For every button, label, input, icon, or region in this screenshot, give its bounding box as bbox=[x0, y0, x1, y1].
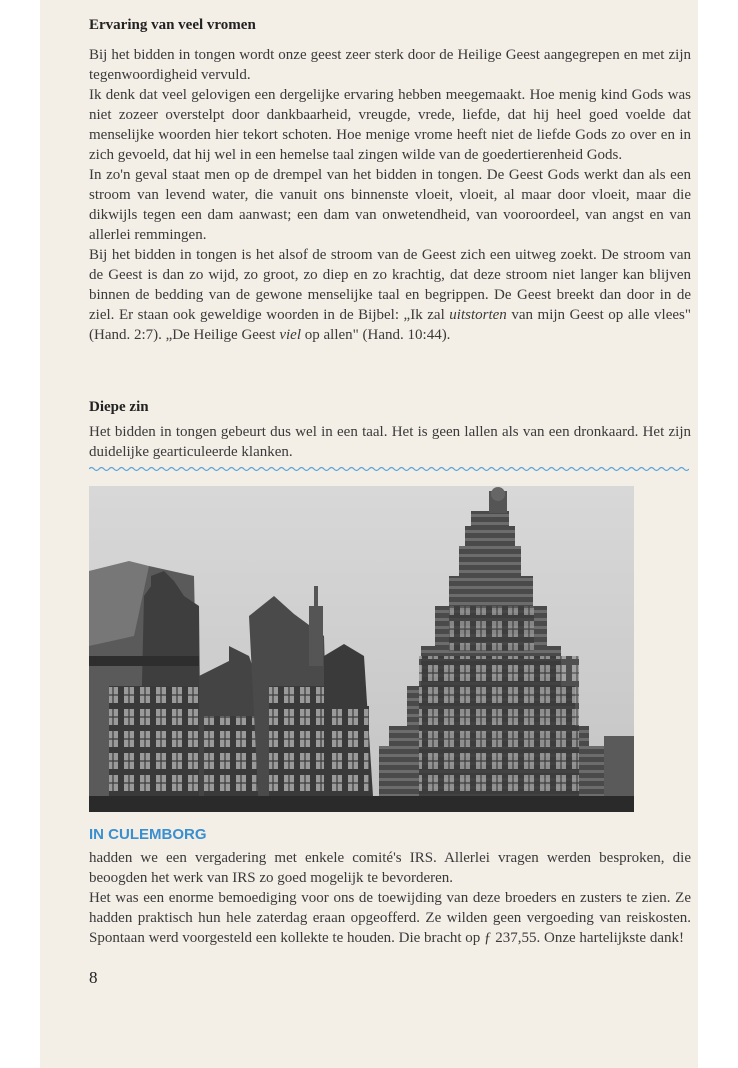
section-diepe-zin-body bbox=[89, 422, 691, 462]
paragraph: In zo'n geval staat men op de drempel van het bidden in tongen. De Geest Gods werkt dan als een stroom van levend water, die vanuit ons binnenste vloeit, vloeit, al maar door vloeit, maar die dikwijls tegen een dam aanwast; een dam van onwetendheid, van vooroordeel, van angst en van allerlei remmingen. bbox=[89, 167, 691, 243]
wavy-divider bbox=[89, 466, 689, 472]
section-ervaring-body bbox=[89, 45, 691, 345]
paragraph: Het was een enorme bemoediging voor ons de toewijding van deze broeders en zusters te zien. Ze hadden praktisch hun hele zaterdag eraan opgeofferd. Ze wilden geen vergoeding van reiskosten. Spontaan werd voorgesteld een kollekte te houden. Die bracht op ƒ 237,55. Onze hartelijkste dank! bbox=[89, 890, 691, 946]
photo-caption-heading: IN CULEMBORG bbox=[89, 826, 207, 843]
paragraph: Het bidden in tongen gebeurt dus wel in een taal. Het is geen lallen als van een dronkaard. Het zijn duidelijke gearticuleerde klanken. bbox=[89, 424, 691, 460]
page-content bbox=[89, 0, 691, 1068]
section-heading-diepe-zin: Diepe zin bbox=[89, 399, 149, 415]
emphasis-text: viel bbox=[279, 327, 302, 343]
paragraph: hadden we een vergadering met enkele comité's IRS. Allerlei vragen werden besproken, die beoogden het werk van IRS zo goed mogelijk te bevorderen. bbox=[89, 850, 691, 886]
paragraph-text: van mijn Geest op alle vlees" (Hand. 2:7). „De Heilige Geest bbox=[89, 307, 691, 343]
section-culemborg-body bbox=[89, 848, 691, 948]
paragraph-text: Bij het bidden in tongen is het alsof de stroom van de Geest zich een uitweg zoekt. De stroom van de Geest is dan zo wijd, zo groot, zo diep en zo krachtig, dat deze stroom niet langer kan blijven binnen de bedding van de gewone menselijke taal en begrippen. De Geest breekt dan door in de ziel. Er staan ook geweldige woorden in de Bijbel: „Ik zal bbox=[89, 247, 691, 323]
page-number: 8 bbox=[89, 968, 98, 987]
culemborg-townhall-photo-icon bbox=[89, 486, 634, 812]
paragraph bbox=[89, 245, 691, 345]
paragraph: Bij het bidden in tongen wordt onze geest zeer sterk door de Heilige Geest aangegrepen en met zijn tegenwoordigheid vervuld. bbox=[89, 47, 691, 83]
emphasis-text: uitstorten bbox=[449, 307, 507, 323]
building-photo bbox=[89, 486, 634, 812]
section-heading-ervaring: Ervaring van veel vromen bbox=[89, 17, 256, 33]
paragraph: Ik denk dat veel gelovigen een dergelijke ervaring hebben meegemaakt. Hoe menig kind Gods was niet zozeer overstelpt door dankbaarheid, vreugde, vrede, liefde, dat hij heel goed voelde dat menselijke woorden hier tekort schoten. Hoe menige vrome heeft niet de liefde Gods zo over en in zich gevoeld, dat hij wel in een hemelse taal zingen wilde van de goedertierenheid Gods. bbox=[89, 87, 691, 163]
paragraph-text: op allen" (Hand. 10:44). bbox=[301, 327, 451, 343]
